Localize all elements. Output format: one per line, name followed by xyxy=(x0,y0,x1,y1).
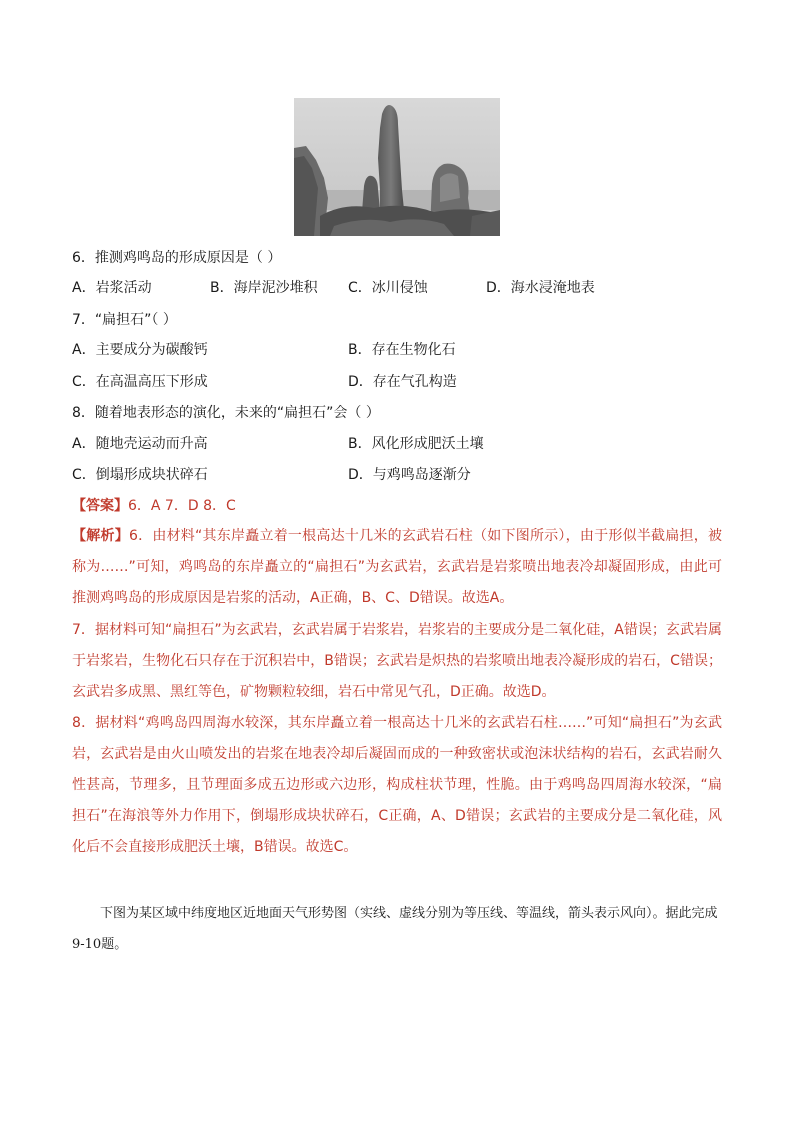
analysis-paragraph-6 xyxy=(72,521,722,614)
q6-option-d: D．海水浸淹地表 xyxy=(486,280,595,296)
answer-label: 【答案】 xyxy=(72,498,128,514)
question-7-stem: 7．“扁担石”（ ） xyxy=(72,312,177,328)
analysis-label: 【解析】 xyxy=(72,528,129,544)
q7-option-c: C．在高温高压下形成 xyxy=(72,374,208,390)
q6-option-a: A．岩浆活动 xyxy=(72,280,152,296)
answer-text: 6．A 7．D 8．C xyxy=(128,498,236,514)
basalt-pillar-photo xyxy=(294,98,500,236)
analysis-6-text: 6．由材料“其东岸矗立着一根高达十几米的玄武岩石柱（如下图所示），由于形似半截扁担，被称为……”可知，鸡鸣岛的东岸矗立的“扁担石”为玄武岩，玄武岩是岩浆喷出地表冷却凝固形成，由此可推测鸡鸣岛的形成原因是岩浆的活动，A正确，B、C、D错误。故选A。 xyxy=(72,528,722,606)
q7-option-a: A．主要成分为碳酸钙 xyxy=(72,342,208,358)
question-6-stem: 6．推测鸡鸣岛的形成原因是（ ） xyxy=(72,250,282,266)
next-questions-intro: 下图为某区域中纬度地区近地面天气形势图（实线、虚线分别为等压线、等温线，箭头表示风向）。据此完成9-10题。 xyxy=(72,906,718,952)
answer-line xyxy=(72,496,236,516)
q7-option-d: D．存在气孔构造 xyxy=(348,374,457,390)
analysis-paragraph-7: 7．据材料可知“扁担石”为玄武岩，玄武岩属于岩浆岩，岩浆岩的主要成分是二氧化硅，A错误；玄武岩属于岩浆岩，生物化石只存在于沉积岩中，B错误；玄武岩是炽热的岩浆喷出地表冷凝形成的岩石，C错误；玄武岩多成黑、黑红等色，矿物颗粒较细，岩石中常见气孔，D正确。故选D。 xyxy=(72,622,722,700)
q7-option-b: B．存在生物化石 xyxy=(348,342,456,358)
q8-option-b: B．风化形成肥沃土壤 xyxy=(348,436,484,452)
q6-option-b: B．海岸泥沙堆积 xyxy=(210,280,318,296)
q6-option-c: C．冰川侵蚀 xyxy=(348,280,428,296)
question-8-stem: 8．随着地表形态的演化，未来的“扁担石”会（ ） xyxy=(72,405,380,421)
q8-option-c: C．倒塌形成块状碎石 xyxy=(72,467,208,483)
analysis-paragraph-8: 8．据材料“鸡鸣岛四周海水较深，其东岸矗立着一根高达十几米的玄武岩石柱……”可知“扁担石”为玄武岩，玄武岩是由火山喷发出的岩浆在地表冷却后凝固而成的一种致密状或泡沫状结构的岩石，玄武岩耐久性甚高，节理多，且节理面多成五边形或六边形，构成柱状节理，性脆。由于鸡鸣岛四周海水较深，“扁担石”在海浪等外力作用下，倒塌形成块状碎石，C正确，A、D错误；玄武岩的主要成分是二氧化硅，风化后不会直接形成肥沃土壤，B错误。故选C。 xyxy=(72,715,722,855)
q8-option-d: D．与鸡鸣岛逐渐分 xyxy=(348,467,471,483)
q8-option-a: A．随地壳运动而升高 xyxy=(72,436,208,452)
